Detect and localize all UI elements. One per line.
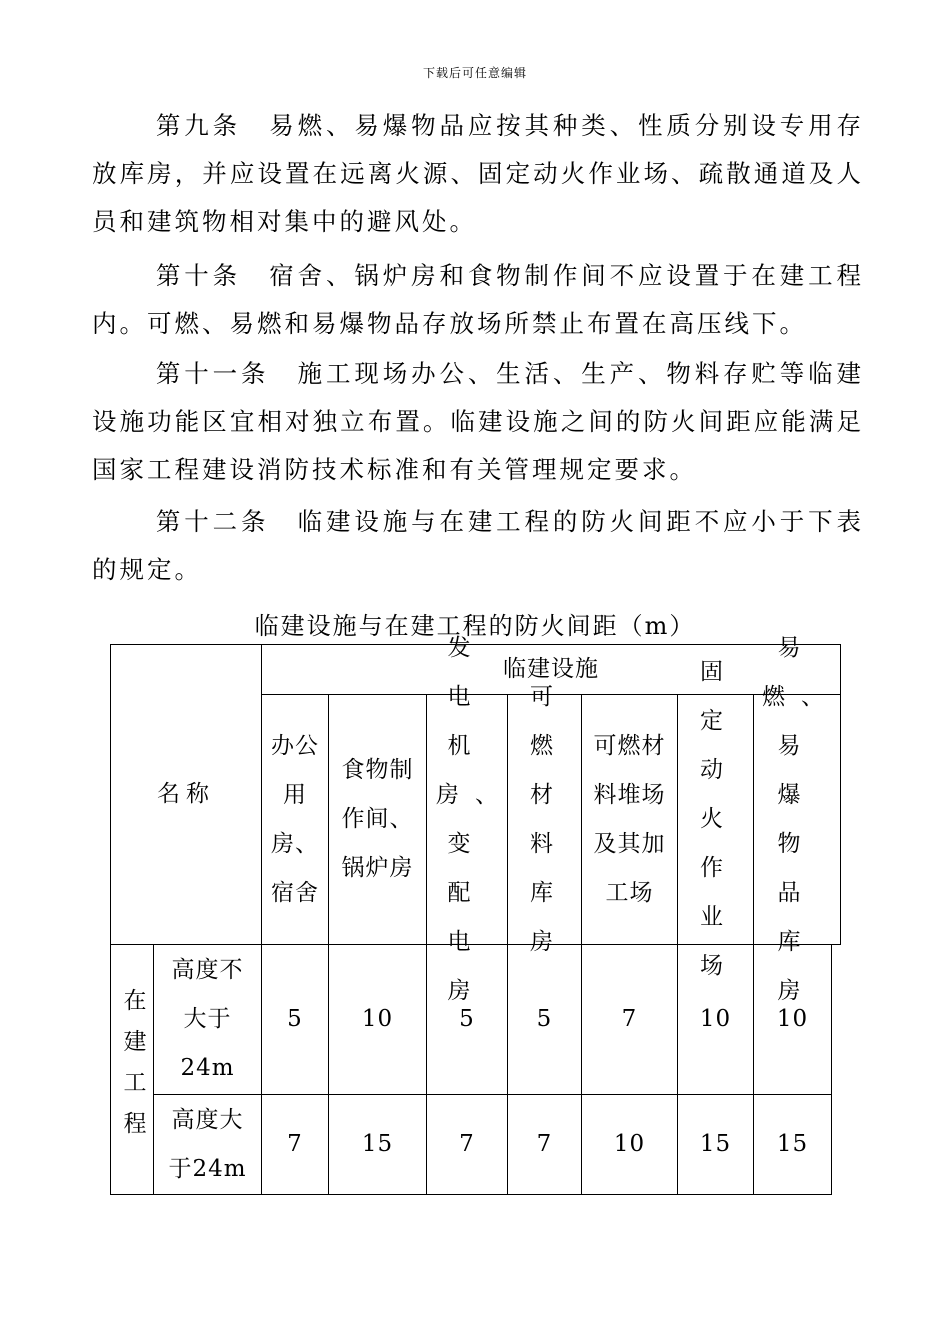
row-label: 高度大于24m <box>168 1106 247 1182</box>
column-header <box>261 694 329 945</box>
table-cell <box>677 1094 754 1195</box>
cell-value: 10 <box>699 1006 732 1032</box>
table-cell <box>677 944 754 1095</box>
column-header <box>328 694 427 945</box>
name-header-cell <box>110 644 262 945</box>
article-12 <box>92 498 864 594</box>
column-header-text: 发电机房、变配电房 <box>436 634 514 1004</box>
table-cell <box>753 944 832 1095</box>
table-cell <box>426 944 508 1095</box>
row-label-cell <box>153 1094 262 1195</box>
table-cell <box>581 944 678 1095</box>
article-10-text: 第十条 宿舍、锅炉房和食物制作间不应设置于在建工程内。可燃、易燃和易爆物品存放场所禁止布置在高压线下。 <box>92 261 864 338</box>
cell-value: 15 <box>776 1131 809 1157</box>
column-header <box>507 683 582 955</box>
page-header: 下载后可任意编辑 <box>422 66 527 80</box>
table-cell <box>753 1094 832 1195</box>
cell-value: 5 <box>287 1006 303 1032</box>
name-header: 名称 <box>157 781 215 807</box>
row-group-label: 在建工程 <box>119 987 146 1152</box>
article-12-text: 第十二条 临建设施与在建工程的防火间距不应小于下表的规定。 <box>92 507 864 584</box>
column-header <box>753 634 841 1004</box>
row-group-cell <box>110 944 154 1195</box>
column-header-text: 办公用房、宿舍 <box>271 732 319 906</box>
cell-value: 5 <box>459 1006 475 1032</box>
table-cell <box>261 944 329 1095</box>
article-10 <box>92 252 864 348</box>
cell-value: 10 <box>361 1006 394 1032</box>
table-cell <box>328 944 427 1095</box>
row-label-cell <box>153 944 262 1095</box>
cell-value: 7 <box>621 1006 638 1032</box>
article-11-text: 第十一条 施工现场办公、生活、生产、物料存贮等临建设施功能区宜相对独立布置。临建设施之间的防火间距应能满足国家工程建设消防技术标准和有关管理规定要求。 <box>92 359 864 484</box>
article-9-text: 第九条 易燃、易爆物品应按其种类、性质分别设专用存放库房，并应设置在远离火源、固定动火作业场、疏散通道及人员和建筑物相对集中的避风处。 <box>92 111 864 236</box>
cell-value: 7 <box>287 1131 303 1157</box>
table-cell <box>426 1094 508 1195</box>
cell-value: 7 <box>536 1131 553 1157</box>
group-header: 临建设施 <box>503 656 599 682</box>
table-cell <box>507 1094 582 1195</box>
article-11 <box>92 350 864 494</box>
table-cell <box>507 944 582 1095</box>
table-cell <box>328 1094 427 1195</box>
article-9 <box>92 102 864 246</box>
column-header-text: 可燃材料堆场及其加工场 <box>593 732 666 906</box>
cell-value: 15 <box>699 1131 732 1157</box>
column-header-text: 可燃材料库房 <box>530 683 559 955</box>
table-caption: 临建设施与在建工程的防火间距（m） <box>254 612 696 640</box>
column-header <box>677 659 754 979</box>
table-cell <box>581 1094 678 1195</box>
cell-value: 5 <box>536 1006 553 1032</box>
cell-value: 7 <box>459 1131 475 1157</box>
row-label: 高度不大于24m <box>171 957 244 1081</box>
column-header <box>581 694 678 945</box>
table-cell <box>261 1094 329 1195</box>
column-header <box>426 634 514 1004</box>
cell-value: 10 <box>776 1006 809 1032</box>
column-header-text: 易燃、易爆物品库房 <box>762 634 840 1004</box>
column-header-text: 食物制作间、锅炉房 <box>341 757 414 881</box>
cell-value: 10 <box>613 1131 646 1157</box>
column-header-text: 固定动火作业场 <box>700 659 731 979</box>
cell-value: 15 <box>361 1131 394 1157</box>
